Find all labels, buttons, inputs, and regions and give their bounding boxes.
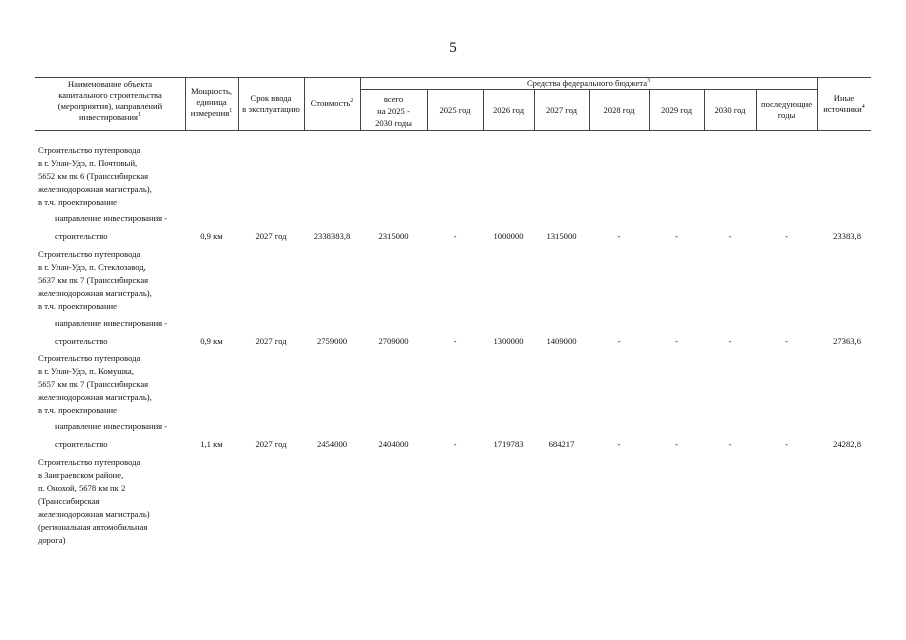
row-3-total: 2404000: [378, 439, 409, 449]
header-other-sources: Иные источники$^4$: [823, 93, 865, 114]
header-capacity: Мощность, единица измерения$^1$: [190, 86, 233, 118]
row-2-deadline: 2027 год: [255, 336, 287, 346]
row-1-name: Строительство путепровода в г. Улан-Удэ, п. Почтовый, 5652 км пк 6 (Транссибирская железнодорожная магистраль), в т.ч. проектирование: [38, 145, 152, 207]
row-2-direction: направление инвестирования -: [55, 318, 168, 328]
row-1-2025: -: [453, 231, 457, 241]
row-3-direction-2: строительство: [55, 439, 108, 449]
page-number: 5: [449, 40, 457, 56]
row-1-2026: 1000000: [493, 231, 524, 241]
header-2026: 2026 год: [492, 105, 525, 115]
row-1-2027: 1315000: [546, 231, 577, 241]
row-3-2029: -: [675, 439, 678, 449]
header-2029: 2029 год: [660, 105, 693, 115]
row-1-direction: направление инвестирования -: [55, 213, 168, 223]
row-3-capacity: 1,1 км: [200, 439, 223, 449]
header-bottom-rule: [35, 130, 871, 131]
header-2028: 2028 год: [603, 105, 635, 115]
row-3-2030: -: [728, 439, 732, 449]
row-3-direction: направление инвестирования -: [55, 421, 168, 431]
header-name: Наименование объекта капитального строительства (мероприятия), направлений инвестирования$^1$: [57, 79, 163, 122]
row-3-2028: -: [617, 439, 621, 449]
row-1-direction-2: строительство: [55, 231, 108, 241]
row-3-cost: 2454000: [316, 439, 348, 449]
row-1-total: 2315000: [378, 231, 409, 241]
row-2-2027: 1409000: [546, 336, 577, 346]
row-2-name: Строительство путепровода в г. Улан-Удэ, п. Стеклозавод, 5637 км пк 7 (Транссибирская железнодорожная магистраль), в т.ч. проектирование: [38, 249, 152, 311]
row-1-2029: -: [675, 231, 678, 241]
row-3-name: Строительство путепровода в г. Улан-Удэ, п. Комушка, 5657 км пк 7 (Транссибирская железнодорожная магистраль), в т.ч. проектирование: [38, 353, 152, 415]
row-1-2030: -: [728, 231, 732, 241]
header-2027: 2027 год: [545, 105, 578, 115]
row-4-name: Строительство путепровода в Заиграевском районе, п. Онохой, 5678 км пк 2 (Транссибирская железнодорожная магистраль) (региональная автомобильная дорога): [38, 457, 150, 545]
row-2-subsequent: -: [785, 336, 788, 346]
header-total: всего на 2025 - 2030 годы: [375, 94, 412, 128]
row-1-cost: 2338383,8: [313, 231, 351, 241]
row-2-cost: 2759000: [316, 336, 348, 346]
row-2-total: 2709000: [378, 336, 409, 346]
header-deadline: Срок ввода в эксплуатацию: [242, 93, 300, 114]
row-3-2027: 684217: [548, 439, 575, 449]
row-3-other: 24282,8: [833, 439, 861, 449]
row-2-2028: -: [617, 336, 621, 346]
row-3-2025: -: [453, 439, 457, 449]
row-1-capacity: 0,9 км: [200, 231, 223, 241]
row-1-subsequent: -: [785, 231, 788, 241]
row-3-subsequent: -: [785, 439, 788, 449]
header-2025: 2025 год: [439, 105, 471, 115]
row-1-other: 23383,8: [833, 231, 861, 241]
row-2-2029: -: [675, 336, 678, 346]
row-2-direction-2: строительство: [55, 336, 108, 346]
row-3-deadline: 2027 год: [255, 439, 287, 449]
header-cost: Стоимость$^2$: [310, 98, 354, 108]
row-2-2030: -: [728, 336, 732, 346]
header-federal-budget: Средства федерального бюджета$^3$: [526, 78, 651, 88]
header-subsequent: последующие годы: [760, 99, 813, 120]
row-1-2028: -: [617, 231, 621, 241]
row-2-capacity: 0,9 км: [200, 336, 223, 346]
row-2-2026: 1300000: [493, 336, 524, 346]
row-2-2025: -: [453, 336, 457, 346]
row-3-2026: 1719783: [493, 439, 524, 449]
header-2030: 2030 год: [714, 105, 746, 115]
row-2-other: 27363,6: [833, 336, 861, 346]
row-1-deadline: 2027 год: [255, 231, 287, 241]
